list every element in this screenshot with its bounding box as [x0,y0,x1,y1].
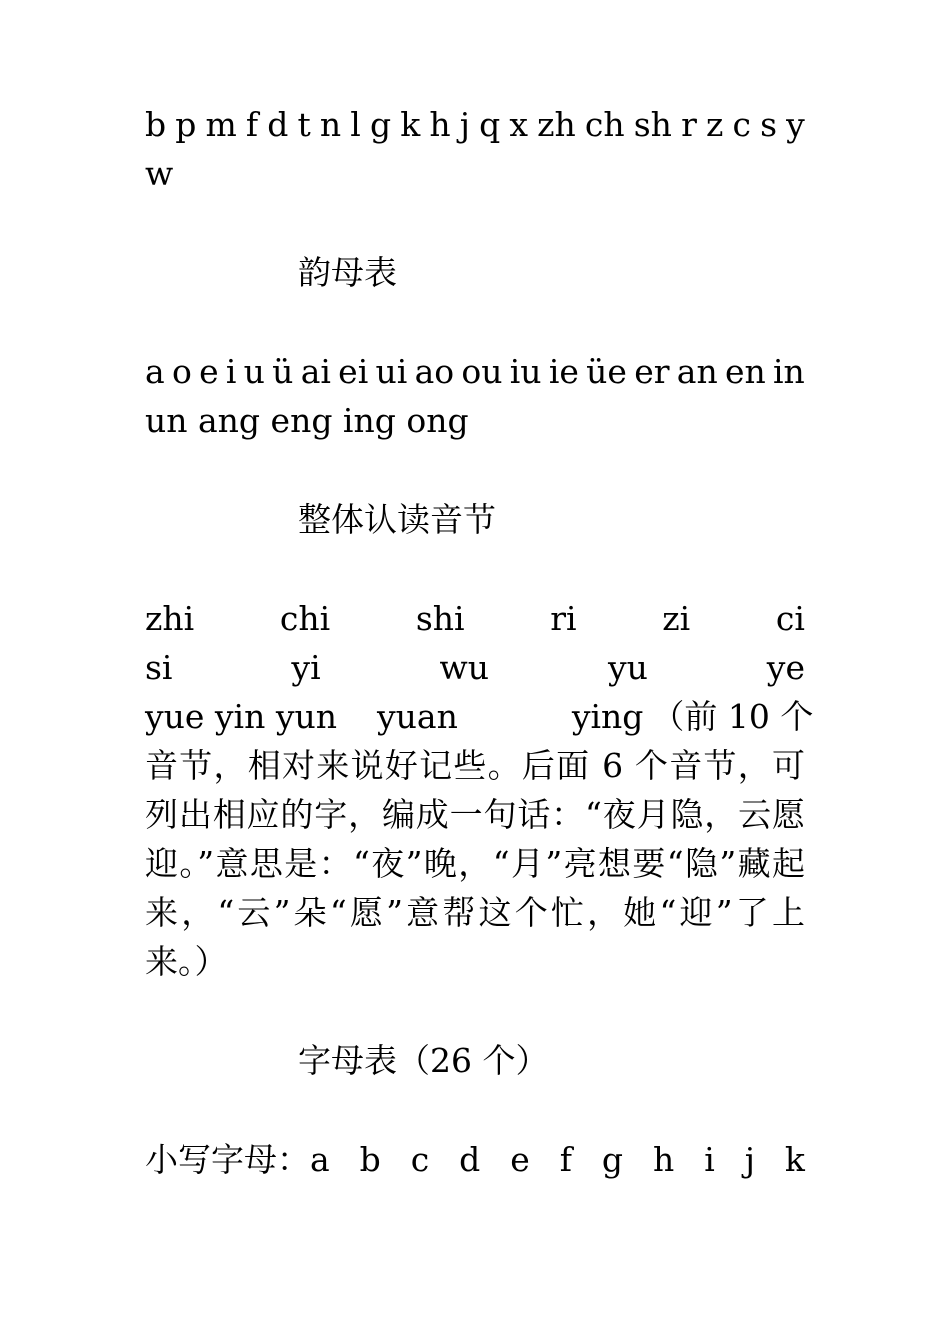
syllable-row2-4: ye [766,648,805,687]
syllable-row1-5: ci [775,599,805,638]
final-0: a [145,352,165,391]
syllables-row-2 [145,643,805,692]
initial-1: p [175,105,197,144]
lowercase-letter-7: h [652,1140,675,1179]
syllable-row1-2: shi [415,599,465,638]
initial-18: z [705,105,724,144]
initial-8: g [369,105,392,144]
lowercase-letters [310,1135,805,1184]
initials-line-1 [145,100,805,149]
syllables-row-3-tail: （前 10 个 [651,697,814,736]
initial-10: h [429,105,451,144]
final-6: ai [300,352,331,391]
syllable-row2-0: si [145,648,173,687]
initial-11: j [459,105,470,144]
initial-19: c [732,105,751,144]
initial-9: k [400,105,421,144]
initial-20: s [760,105,778,144]
final-2: e [199,352,219,391]
final-13: üe [586,352,627,391]
syllable-row1-4: zi [662,599,691,638]
final-1: o [171,352,192,391]
document-page [145,100,814,1184]
initial-7: l [350,105,361,144]
lowercase-letter-10: k [784,1140,805,1179]
lowercase-letter-8: i [704,1140,715,1179]
finals-heading: 韵母表 [298,253,397,292]
lowercase-letter-5: f [559,1140,572,1179]
finals-line-1 [145,347,805,396]
lowercase-letter-4: e [510,1140,530,1179]
syllable-row2-2: wu [439,648,490,687]
finals-line-2: un ang eng ing ong [145,401,469,440]
syllable-row2-3: yu [607,648,648,687]
initial-3: f [245,105,259,144]
syllables-row-3-word-2: ying [571,697,644,736]
syllables-row-3-word-1: yuan [377,697,458,736]
initial-4: d [267,105,289,144]
lowercase-letter-9: j [744,1140,755,1179]
initial-21: y [786,105,805,144]
lowercase-letter-0: a [310,1140,330,1179]
initial-14: zh [537,105,576,144]
syllables-row-3 [145,692,814,741]
lowercase-line [145,1135,805,1184]
final-15: an [676,352,718,391]
final-8: ui [375,352,408,391]
lowercase-letter-6: g [601,1140,624,1179]
syllables-row-1 [145,594,805,643]
initial-12: q [479,105,501,144]
final-3: i [225,352,237,391]
final-12: ie [548,352,579,391]
syllable-row2-1: yi [291,648,321,687]
lowercase-label: 小写字母： [145,1140,310,1179]
final-11: iu [509,352,542,391]
final-5: ü [272,352,294,391]
initial-0: b [145,105,167,144]
initials-line-2: w [145,154,174,193]
alphabet-heading: 字母表（26 个） [298,1041,549,1080]
syllable-row1-3: ri [550,599,577,638]
final-4: u [243,352,265,391]
final-17: in [773,352,805,391]
final-16: en [724,352,766,391]
initial-6: n [319,105,342,144]
initial-15: ch [584,105,625,144]
lowercase-letter-1: b [359,1140,381,1179]
lowercase-letter-2: c [410,1140,430,1179]
syllables-heading: 整体认读音节 [298,500,496,539]
final-7: ei [338,352,369,391]
final-14: er [634,352,670,391]
final-9: ao [414,352,455,391]
initial-13: x [509,105,528,144]
lowercase-letter-3: d [459,1140,481,1179]
syllables-note: 音节，相对来说好记些。后面 6 个音节，可列出相应的字，编成一句话：“夜月隐，云愿迎。”意思是：“夜”晚，“月”亮想要“隐”藏起来，“云”朵“愿”意帮这个忙，她“迎”了上来。） [145,746,805,981]
syllables-row-3-start: yue yin yun [145,697,338,736]
syllable-row1-1: chi [279,599,331,638]
initial-16: sh [633,105,672,144]
initial-2: m [205,105,237,144]
initial-17: r [681,105,697,144]
syllable-row1-0: zhi [145,599,195,638]
initial-5: t [297,105,311,144]
final-10: ou [461,352,503,391]
